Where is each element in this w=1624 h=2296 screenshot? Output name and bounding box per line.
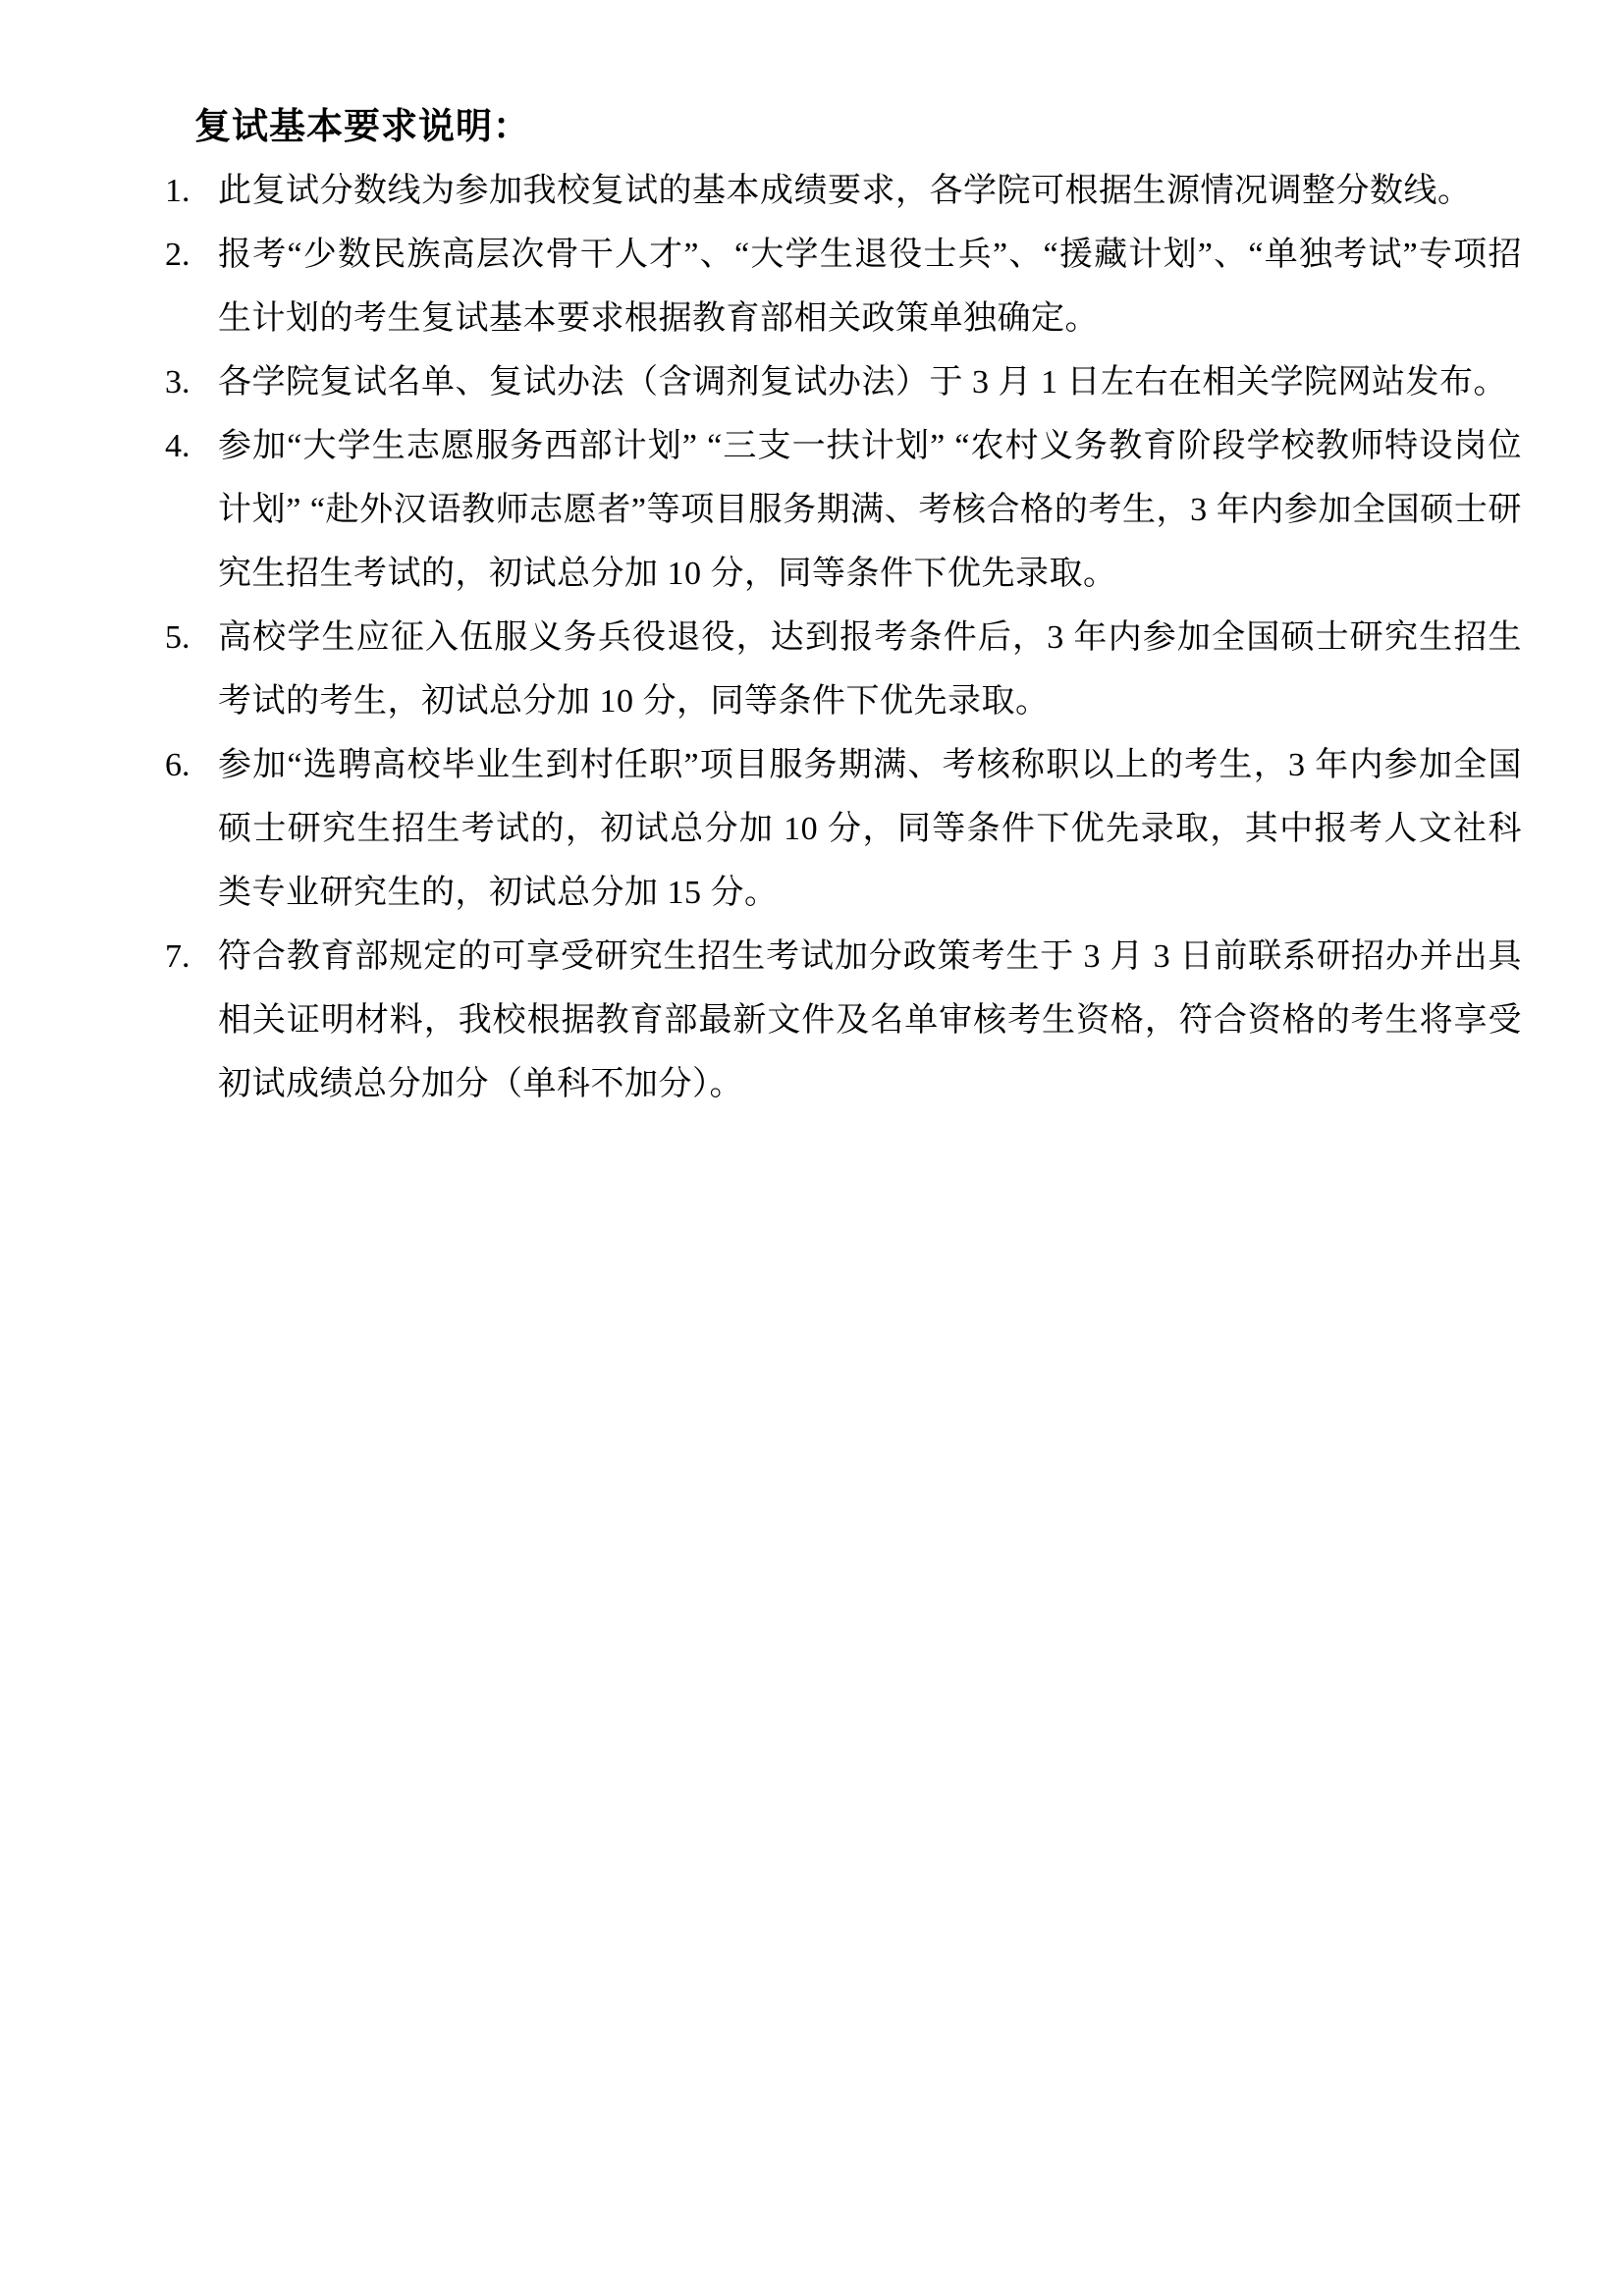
item-number: 4.: [165, 428, 190, 464]
item-text: 参加“大学生志愿服务西部计划” “三支一扶计划” “农村义务教育阶段学校教师特设岗位计划” “赴外汉语教师志愿者”等项目服务期满、考核合格的考生，3 年内参加全国硕士研究生招生考试的，初试总分加 10 分，同等条件下优先录取。: [218, 428, 1522, 592]
item-number: 6.: [165, 747, 190, 783]
list-item: [165, 414, 1522, 606]
item-number: 2.: [165, 237, 190, 273]
requirements-list: [165, 159, 1522, 1116]
item-text: 符合教育部规定的可享受研究生招生考试加分政策考生于 3 月 3 日前联系研招办并出具相关证明材料，我校根据教育部最新文件及名单审核考生资格，符合资格的考生将享受初试成绩总分加分（单科不加分）。: [218, 938, 1522, 1102]
item-number: 3.: [165, 364, 190, 400]
item-text: 此复试分数线为参加我校复试的基本成绩要求，各学院可根据生源情况调整分数线。: [218, 173, 1472, 209]
list-item: [165, 733, 1522, 925]
list-item: [165, 606, 1522, 733]
page-title: 复试基本要求说明：: [194, 107, 530, 147]
item-number: 1.: [165, 173, 190, 209]
list-item: [165, 223, 1522, 350]
item-number: 7.: [165, 938, 190, 975]
list-item: [165, 159, 1522, 223]
item-text: 参加“选聘高校毕业生到村任职”项目服务期满、考核称职以上的考生，3 年内参加全国硕士研究生招生考试的，初试总分加 10 分，同等条件下优先录取，其中报考人文社科类专业研究生的，初试总分加 15 分。: [218, 747, 1522, 911]
item-number: 5.: [165, 619, 190, 656]
list-item: [165, 350, 1522, 414]
item-text: 各学院复试名单、复试办法（含调剂复试办法）于 3 月 1 日左右在相关学院网站发布。: [218, 364, 1507, 400]
item-text: 报考“少数民族高层次骨干人才”、“大学生退役士兵”、“援藏计划”、“单独考试”专项招生计划的考生复试基本要求根据教育部相关政策单独确定。: [218, 237, 1522, 337]
item-text: 高校学生应征入伍服义务兵役退役，达到报考条件后，3 年内参加全国硕士研究生招生考试的考生，初试总分加 10 分，同等条件下优先录取。: [218, 619, 1522, 720]
list-item: [165, 925, 1522, 1116]
